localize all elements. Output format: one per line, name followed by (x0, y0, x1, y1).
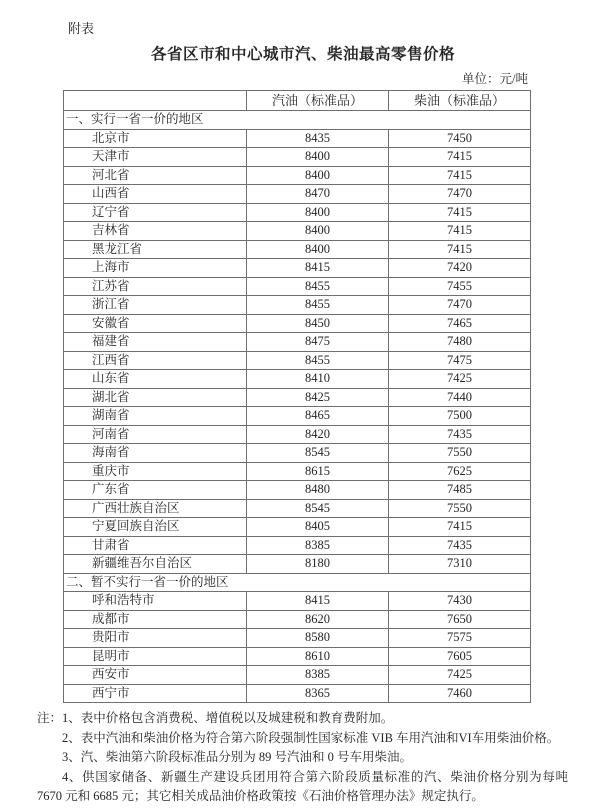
region-name: 宁夏回族自治区 (64, 518, 247, 537)
gasoline-price: 8415 (247, 259, 389, 278)
table-row (64, 629, 531, 648)
diesel-price: 7415 (389, 203, 531, 222)
gasoline-price: 8580 (247, 629, 389, 648)
diesel-price: 7575 (389, 629, 531, 648)
table-row (64, 499, 531, 518)
gasoline-price: 8475 (247, 333, 389, 352)
table-header-row (64, 91, 531, 111)
note-item-3: 3、汽、柴油第六阶段标准品分别为 89 号汽油和 0 号车用柴油。 (62, 750, 413, 764)
diesel-price: 7435 (389, 536, 531, 555)
gasoline-price: 8455 (247, 296, 389, 315)
region-name: 重庆市 (64, 462, 247, 481)
diesel-price: 7435 (389, 425, 531, 444)
gasoline-price: 8365 (247, 684, 389, 703)
table-row (64, 481, 531, 500)
table-row (64, 351, 531, 370)
table-row (64, 536, 531, 555)
region-name: 甘肃省 (64, 536, 247, 555)
table-row (64, 259, 531, 278)
column-header-region (64, 91, 247, 111)
gasoline-price: 8480 (247, 481, 389, 500)
region-name: 成都市 (64, 610, 247, 629)
table-row (64, 185, 531, 204)
region-name: 江西省 (64, 351, 247, 370)
table-row (64, 555, 531, 574)
unit-label: 单位：元/吨 (462, 72, 528, 86)
table-row (64, 592, 531, 611)
table-row (64, 277, 531, 296)
table-row (64, 314, 531, 333)
table-row (64, 684, 531, 703)
region-name: 昆明市 (64, 647, 247, 666)
diesel-price: 7465 (389, 314, 531, 333)
table-row (64, 148, 531, 167)
column-header-diesel: 柴油（标准品） (389, 91, 531, 111)
gasoline-price: 8385 (247, 536, 389, 555)
gasoline-price: 8420 (247, 425, 389, 444)
diesel-price: 7415 (389, 148, 531, 167)
price-table (63, 90, 531, 703)
gasoline-price: 8545 (247, 444, 389, 463)
diesel-price: 7480 (389, 333, 531, 352)
region-name: 河北省 (64, 166, 247, 185)
diesel-price: 7450 (389, 129, 531, 148)
diesel-price: 7415 (389, 240, 531, 259)
section-header: 二、暂不实行一省一价的地区 (64, 573, 531, 592)
region-name: 西安市 (64, 666, 247, 685)
gasoline-price: 8400 (247, 222, 389, 241)
region-name: 广东省 (64, 481, 247, 500)
page-title: 各省区市和中心城市汽、柴油最高零售价格 (150, 46, 455, 63)
table-row (64, 370, 531, 389)
gasoline-price: 8180 (247, 555, 389, 574)
appendix-label: 附表 (68, 21, 95, 36)
region-name: 湖北省 (64, 388, 247, 407)
region-name: 吉林省 (64, 222, 247, 241)
notes (37, 709, 568, 807)
region-name: 山东省 (64, 370, 247, 389)
diesel-price: 7415 (389, 166, 531, 185)
region-name: 浙江省 (64, 296, 247, 315)
region-name: 辽宁省 (64, 203, 247, 222)
region-name: 西宁市 (64, 684, 247, 703)
table-row (64, 462, 531, 481)
region-name: 北京市 (64, 129, 247, 148)
section-header-row (64, 573, 531, 592)
table-row (64, 203, 531, 222)
gasoline-price: 8425 (247, 388, 389, 407)
diesel-price: 7460 (389, 684, 531, 703)
region-name: 山西省 (64, 185, 247, 204)
gasoline-price: 8545 (247, 499, 389, 518)
table-row (64, 666, 531, 685)
diesel-price: 7310 (389, 555, 531, 574)
gasoline-price: 8400 (247, 166, 389, 185)
note-item-1: 注：1、表中价格包含消费税、增值税以及城建税和教育费附加。 (37, 711, 394, 725)
table-row (64, 222, 531, 241)
gasoline-price: 8400 (247, 240, 389, 259)
gasoline-price: 8470 (247, 185, 389, 204)
table-row (64, 425, 531, 444)
diesel-price: 7420 (389, 259, 531, 278)
diesel-price: 7500 (389, 407, 531, 426)
gasoline-price: 8620 (247, 610, 389, 629)
gasoline-price: 8400 (247, 148, 389, 167)
note-item-4: 4、供国家储备、新疆生产建设兵团用符合第六阶段质量标准的汽、柴油价格分别为每吨 7670 元和 6685 元；其它相关成品油价格政策按《石油价格管理办法》规定执行。 (37, 769, 568, 803)
region-name: 海南省 (64, 444, 247, 463)
table-row (64, 333, 531, 352)
section-header: 一、实行一省一价的地区 (64, 111, 531, 130)
table-row (64, 610, 531, 629)
diesel-price: 7430 (389, 592, 531, 611)
diesel-price: 7470 (389, 296, 531, 315)
region-name: 福建省 (64, 333, 247, 352)
gasoline-price: 8615 (247, 462, 389, 481)
gasoline-price: 8415 (247, 592, 389, 611)
region-name: 呼和浩特市 (64, 592, 247, 611)
diesel-price: 7605 (389, 647, 531, 666)
diesel-price: 7440 (389, 388, 531, 407)
diesel-price: 7650 (389, 610, 531, 629)
region-name: 江苏省 (64, 277, 247, 296)
diesel-price: 7425 (389, 370, 531, 389)
table-row (64, 296, 531, 315)
gasoline-price: 8450 (247, 314, 389, 333)
table-row (64, 647, 531, 666)
gasoline-price: 8455 (247, 351, 389, 370)
table-row (64, 240, 531, 259)
table-row (64, 166, 531, 185)
section-header-row (64, 111, 531, 130)
region-name: 新疆维吾尔自治区 (64, 555, 247, 574)
table-row (64, 444, 531, 463)
gasoline-price: 8455 (247, 277, 389, 296)
table-row (64, 518, 531, 537)
region-name: 黑龙江省 (64, 240, 247, 259)
table-row (64, 129, 531, 148)
region-name: 安徽省 (64, 314, 247, 333)
gasoline-price: 8405 (247, 518, 389, 537)
diesel-price: 7470 (389, 185, 531, 204)
diesel-price: 7550 (389, 499, 531, 518)
table-row (64, 388, 531, 407)
diesel-price: 7625 (389, 462, 531, 481)
diesel-price: 7425 (389, 666, 531, 685)
gasoline-price: 8610 (247, 647, 389, 666)
diesel-price: 7475 (389, 351, 531, 370)
diesel-price: 7550 (389, 444, 531, 463)
gasoline-price: 8435 (247, 129, 389, 148)
region-name: 河南省 (64, 425, 247, 444)
gasoline-price: 8385 (247, 666, 389, 685)
gasoline-price: 8465 (247, 407, 389, 426)
region-name: 贵阳市 (64, 629, 247, 648)
price-table-body (64, 111, 531, 703)
region-name: 上海市 (64, 259, 247, 278)
diesel-price: 7415 (389, 222, 531, 241)
diesel-price: 7415 (389, 518, 531, 537)
region-name: 广西壮族自治区 (64, 499, 247, 518)
gasoline-price: 8400 (247, 203, 389, 222)
column-header-gasoline: 汽油（标准品） (247, 91, 389, 111)
region-name: 湖南省 (64, 407, 247, 426)
note-item-2: 2、表中汽油和柴油价格为符合第六阶段强制性国家标准 VIB 车用汽油和VI车用柴油价格。 (62, 730, 560, 745)
gasoline-price: 8410 (247, 370, 389, 389)
diesel-price: 7455 (389, 277, 531, 296)
table-row (64, 407, 531, 426)
region-name: 天津市 (64, 148, 247, 167)
diesel-price: 7485 (389, 481, 531, 500)
